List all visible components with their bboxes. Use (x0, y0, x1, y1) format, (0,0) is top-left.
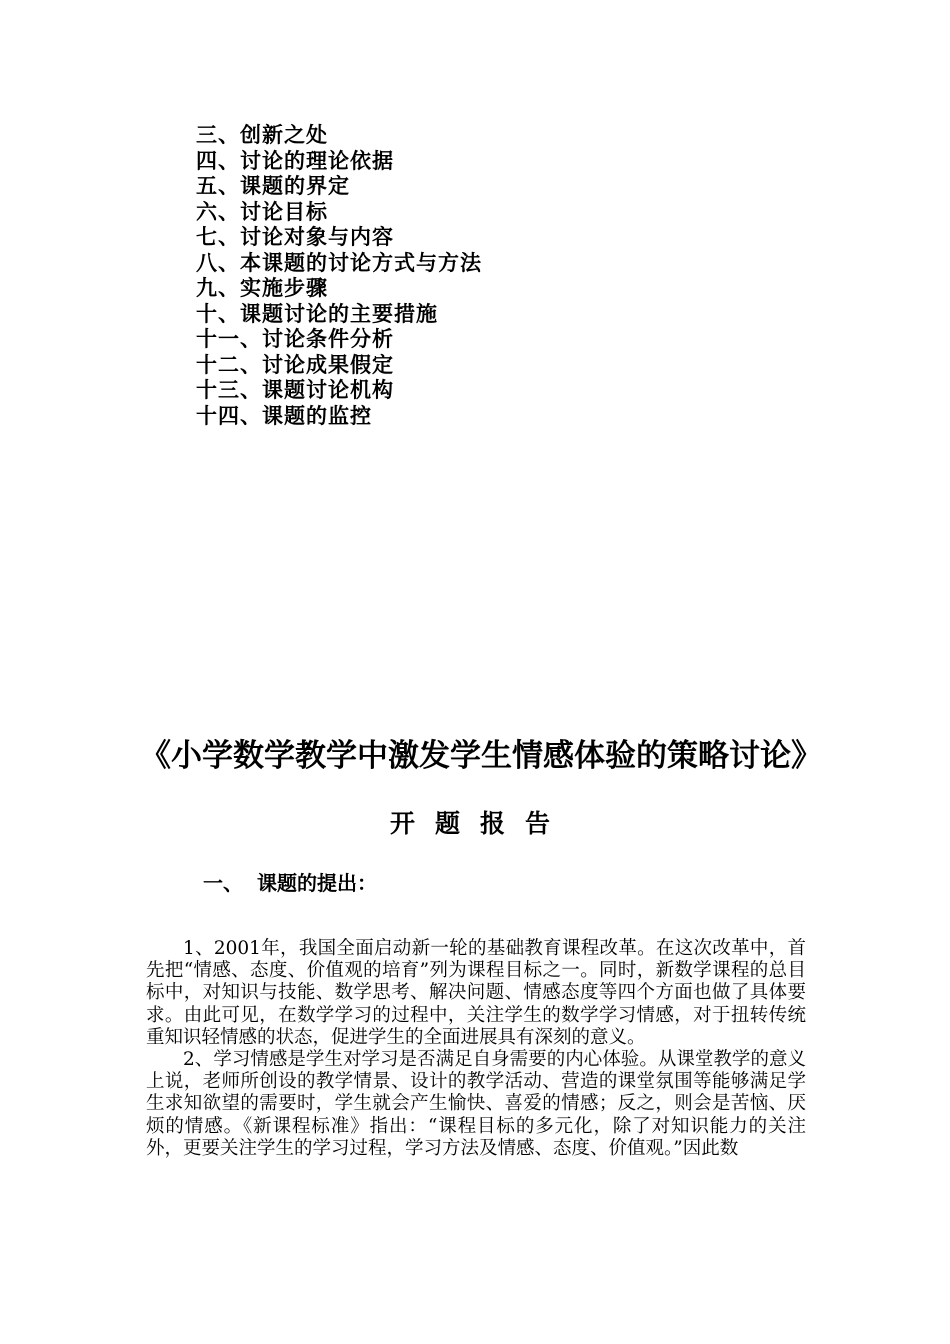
toc-item: 十一、讨论条件分析 (196, 326, 394, 351)
toc-item: 五、课题的界定 (196, 173, 350, 198)
paragraph: 1、2001年，我国全面启动新一轮的基础教育课程改革。在这次改革中，首先把“情感、态度、价值观的培育”列为课程目标之一。同时，新数学课程的总目标中，对知识与技能、数学思考、解决问题、情感态度等四个方面也做了具体要求。由此可见，在数学学习的过程中，关注学生的数学学习情感，对于扭转传统重知识轻情感的状态，促进学生的全面进展具有深刻的意义。 (146, 938, 806, 1048)
table-of-contents (196, 122, 482, 428)
paragraph: 2、学习情感是学生对学习是否满足自身需要的内心体验。从课堂教学的意义上说，老师所创设的教学情景、设计的教学活动、营造的课堂氛围等能够满足学生求知欲望的需要时，学生就会产生愉快、喜爱的情感；反之，则会是苦恼、厌烦的情感。《新课程标准》指出：“课程目标的多元化，除了对知识能力的关注外，更要关注学生的学习过程，学习方法及情感、态度、价值观。”因此数 (146, 1049, 806, 1159)
body-text (146, 938, 806, 1160)
document-subtitle: 开题报告 (389, 809, 570, 838)
section-heading (203, 868, 377, 898)
section-heading-text: 课题的提出： (257, 871, 377, 895)
toc-item: 三、创新之处 (196, 122, 328, 147)
toc-item: 六、讨论目标 (196, 198, 328, 224)
toc-item: 九、实施步骤 (196, 275, 328, 300)
section-number: 一、 (203, 871, 243, 895)
toc-item: 八、本课题的讨论方式与方法 (196, 249, 482, 275)
toc-item: 十二、讨论成果假定 (196, 351, 394, 377)
toc-item: 七、讨论对象与内容 (196, 224, 394, 249)
document-title: 《小学数学教学中激发学生情感体验的策略讨论》 (140, 738, 822, 774)
toc-item: 十、课题讨论的主要措施 (196, 300, 438, 326)
toc-item: 十四、课题的监控 (196, 402, 372, 428)
toc-item: 四、讨论的理论依据 (196, 147, 394, 173)
toc-item: 十三、课题讨论机构 (196, 377, 394, 402)
